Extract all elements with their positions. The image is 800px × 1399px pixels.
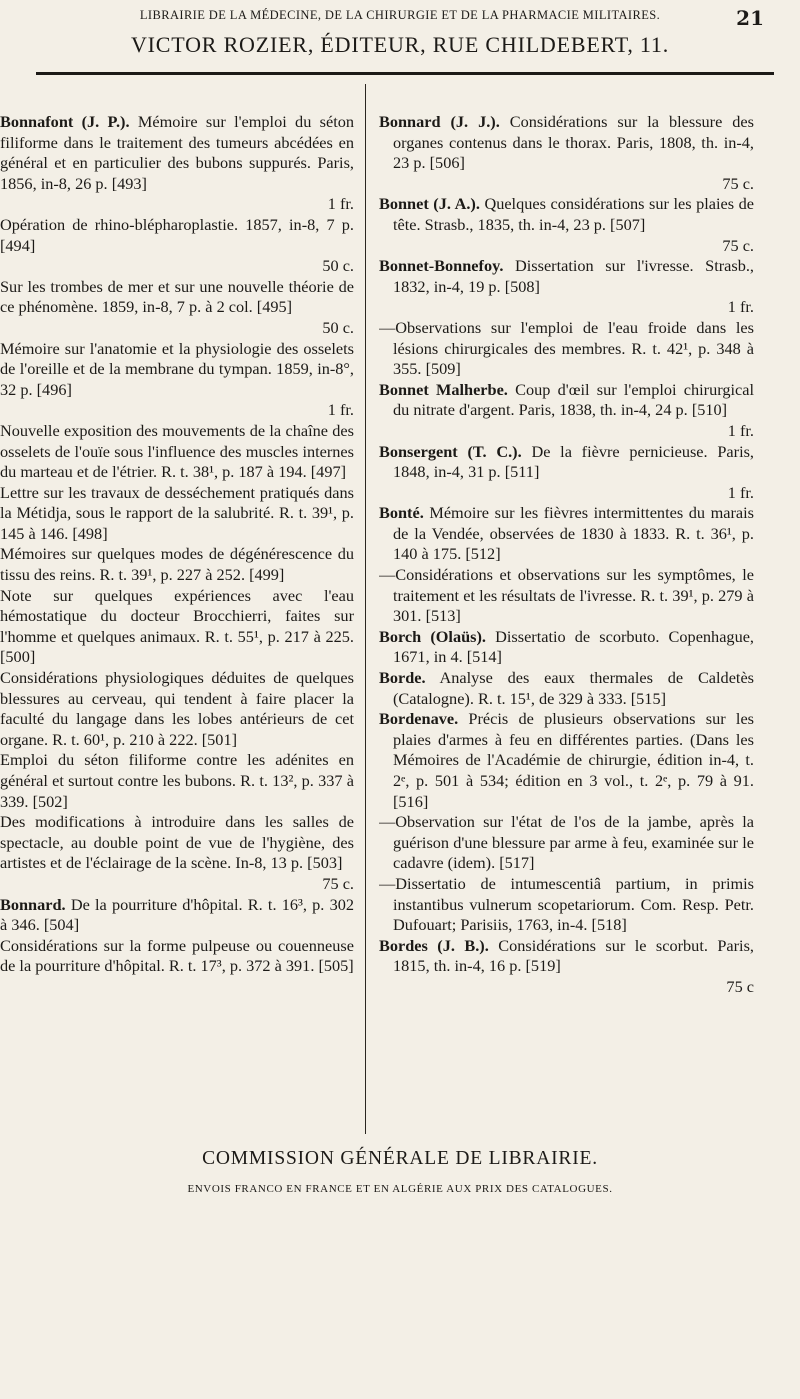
entry-text: —Observation sur l'état de l'os de la jambe, après la guérison d'une blessure par arme à feu, examinée sur le cadavre (idem). [517]: [379, 812, 754, 873]
entry-author: Bonnet Malherbe.: [379, 379, 508, 399]
entry-text: —Considérations et observations sur les symptômes, le traitement et les résultats de l'ivresse. R. t. 39¹, p. 279 à 301. [513]: [379, 565, 754, 626]
entry-price: 75 c.: [722, 235, 754, 255]
entry-text: Considérations physiologiques déduites de quelques blessures au cerveau, qui tendent à faire placer la faculté du langage dans les lobes antérieurs de cet organe. R. t. 60¹, p. 210 à 222. [501]: [0, 668, 354, 749]
catalogue-entry: [379, 112, 754, 194]
entry-author: Bonsergent (T. C.).: [379, 441, 522, 461]
catalogue-entry: [0, 936, 354, 977]
entry-text: —Observations sur l'emploi de l'eau froide dans les lésions chirurgicales des membres. R. t. 42¹, p. 348 à 355. [509]: [379, 317, 754, 379]
catalogue-entry: [0, 339, 354, 421]
column-divider: [365, 84, 366, 1134]
entry-price: 1 fr.: [327, 194, 354, 214]
catalogue-entry: [379, 318, 754, 380]
entry-text: —Dissertatio de intumescentiâ partium, in primis instantibus vulnerum scopetariorum. Com. Resp. Petr. Dufouart; Parisiis, 1763, in-4. [518]: [379, 873, 754, 935]
catalogue-entry: [379, 874, 754, 936]
entry-text: Note sur quelques expériences avec l'eau hémostatique du docteur Brocchierri, faites sur l'homme et quelques animaux. R. t. 55¹, p. 217 à 225. [500]: [0, 585, 354, 667]
entry-text: Mémoires sur quelques modes de dégénérescence du tissu des reins. R. t. 39¹, p. 227 à 252. [499]: [0, 544, 354, 585]
entry-author: Bordes (J. B.).: [379, 935, 489, 955]
catalogue-entry: [0, 421, 354, 483]
catalogue-entry: [379, 812, 754, 874]
catalogue-entry: [379, 668, 754, 709]
entry-price: 75 c: [726, 976, 754, 996]
entry-author: Borde.: [379, 668, 426, 688]
catalogue-entry: [0, 750, 354, 812]
entry-text: Mémoire sur les fièvres intermittentes du marais de la Vendée, observées de 1830 à 1833. R. t. 36¹, p. 140 à 175. [512]: [393, 503, 754, 564]
entry-text: Dissertatio de scorbuto. Copenhague, 1671, in 4. [514]: [393, 626, 754, 667]
header-rule: [36, 72, 774, 75]
catalogue-entry: [0, 277, 354, 339]
catalogue-entry: [0, 544, 354, 585]
entry-author: Bonnet-Bonnefoy.: [379, 256, 504, 276]
catalogue-entry: [0, 895, 354, 936]
entry-price: 75 c.: [722, 173, 754, 193]
entry-text: Coup d'œil sur l'emploi chirurgical du nitrate d'argent. Paris, 1838, th. in-4, 24 p. [510]: [393, 379, 754, 420]
entry-text: Considérations sur le scorbut. Paris, 1815, th. in-4, 16 p. [519]: [393, 935, 754, 976]
catalogue-entry: [379, 627, 754, 668]
left-column: [0, 112, 354, 977]
catalogue-entry: [0, 668, 354, 750]
catalogue-entry: [379, 256, 754, 318]
entry-text: Opération de rhino-blépharoplastie. 1857, in-8, 7 p. [494]: [0, 214, 354, 255]
catalogue-entry: [379, 936, 754, 998]
catalogue-entry: [0, 483, 354, 545]
catalogue-entry: [379, 709, 754, 812]
entry-text: Sur les trombes de mer et sur une nouvelle théorie de ce phénomène. 1859, in-8, 7 p. à 2 col. [495]: [0, 276, 354, 317]
running-head: LIBRAIRIE DE LA MÉDECINE, DE LA CHIRURGIE ET DE LA PHARMACIE MILITAIRES.: [139, 8, 661, 22]
entry-text: Lettre sur les travaux de desséchement pratiqués dans la Métidja, sous le rapport de la salubrité. R. t. 39¹, p. 145 à 146. [498]: [0, 482, 354, 543]
entry-text: Quelques considérations sur les plaies de tête. Strasb., 1835, th. in-4, 23 p. [507]: [393, 194, 754, 234]
catalogue-entry: [379, 380, 754, 442]
entry-price: 1 fr.: [727, 297, 754, 317]
catalogue-entry: [0, 112, 354, 215]
catalogue-entry: [379, 194, 754, 256]
entry-author: Bonnet (J. A.).: [379, 194, 480, 214]
catalogue-entry: [379, 442, 754, 504]
page-number: 21: [736, 6, 764, 30]
catalogue-entry: [379, 503, 754, 565]
entry-author: Bonnard (J. J.).: [379, 112, 500, 131]
entry-text: De la fièvre pernicieuse. Paris, 1848, in-4, 31 p. [511]: [393, 441, 754, 482]
entry-text: Considérations sur la blessure des organes contenus dans le thorax. Paris, 1808, th. in-4, 23 p. [506]: [393, 112, 754, 173]
publisher-header: VICTOR ROZIER, ÉDITEUR, RUE CHILDEBERT, 11.: [130, 32, 670, 57]
catalogue-entry: [0, 812, 354, 894]
entry-text: Mémoire sur l'anatomie et la physiologie des osselets de l'oreille et de la membrane du tympan. 1859, in-8°, 32 p. [496]: [0, 338, 354, 399]
right-column: [379, 112, 754, 998]
entry-price: 50 c.: [322, 256, 354, 276]
entry-author: Bonnafont (J. P.).: [0, 112, 130, 131]
catalogue-entry: [379, 565, 754, 627]
catalogue-entry: [0, 215, 354, 277]
entry-text: Mémoire sur l'emploi du séton filiforme dans le traitement des tumeurs abcédées en général et en particulier des bubons suppurés. Paris, 1856, in-8, 26 p. [493]: [0, 112, 354, 193]
entry-text: Analyse des eaux thermales de Caldetès (Catalogne). R. t. 15¹, de 329 à 333. [515]: [393, 668, 754, 708]
entry-author: Bonté.: [379, 503, 424, 523]
entry-text: Emploi du séton filiforme contre les adénites en général et surtout contre les bubons. R. t. 13², p. 337 à 339. [502]: [0, 750, 354, 811]
entry-price: 50 c.: [322, 317, 354, 337]
entry-price: 1 fr.: [727, 482, 754, 502]
entry-text: Dissertation sur l'ivresse. Strasb., 1832, in-4, 19 p. [508]: [393, 256, 754, 296]
entry-text: De la pourriture d'hôpital. R. t. 16³, p. 302 à 346. [504]: [0, 894, 354, 935]
entry-author: Bonnard.: [0, 894, 66, 914]
entry-text: Considérations sur la forme pulpeuse ou couenneuse de la pourriture d'hôpital. R. t. 17³, p. 372 à 391. [505]: [0, 935, 354, 976]
entry-price: 75 c.: [322, 873, 354, 893]
catalogue-entry: [0, 586, 354, 668]
footer-subtitle: ENVOIS FRANCO EN FRANCE ET EN ALGÉRIE AUX PRIX DES CATALOGUES.: [187, 1183, 613, 1195]
entry-author: Borch (Olaüs).: [379, 626, 486, 646]
entry-text: Des modifications à introduire dans les salles de spectacle, au double point de vue de l'hygiène, des artistes et de l'éclairage de la scène. In-8, 13 p. [503]: [0, 812, 354, 873]
entry-text: Précis de plusieurs observations sur les plaies d'armes à feu en différentes parties. (Dans les Mémoires de l'Académie de chirurgie, édition in-4, t. 2ᵉ, p. 501 à 534; édition en 3 vol., t. 2ᵉ, p. 79 à 91. [516]: [393, 709, 754, 811]
entry-price: 1 fr.: [727, 420, 754, 440]
entry-author: Bordenave.: [379, 709, 459, 729]
entry-text: Nouvelle exposition des mouvements de la chaîne des osselets de l'ouïe sous l'influence des muscles internes du marteau et de l'étrier. R. t. 38¹, p. 187 à 194. [497]: [0, 420, 354, 482]
entry-price: 1 fr.: [327, 400, 354, 420]
footer-title: COMMISSION GÉNÉRALE DE LIBRAIRIE.: [202, 1148, 598, 1169]
